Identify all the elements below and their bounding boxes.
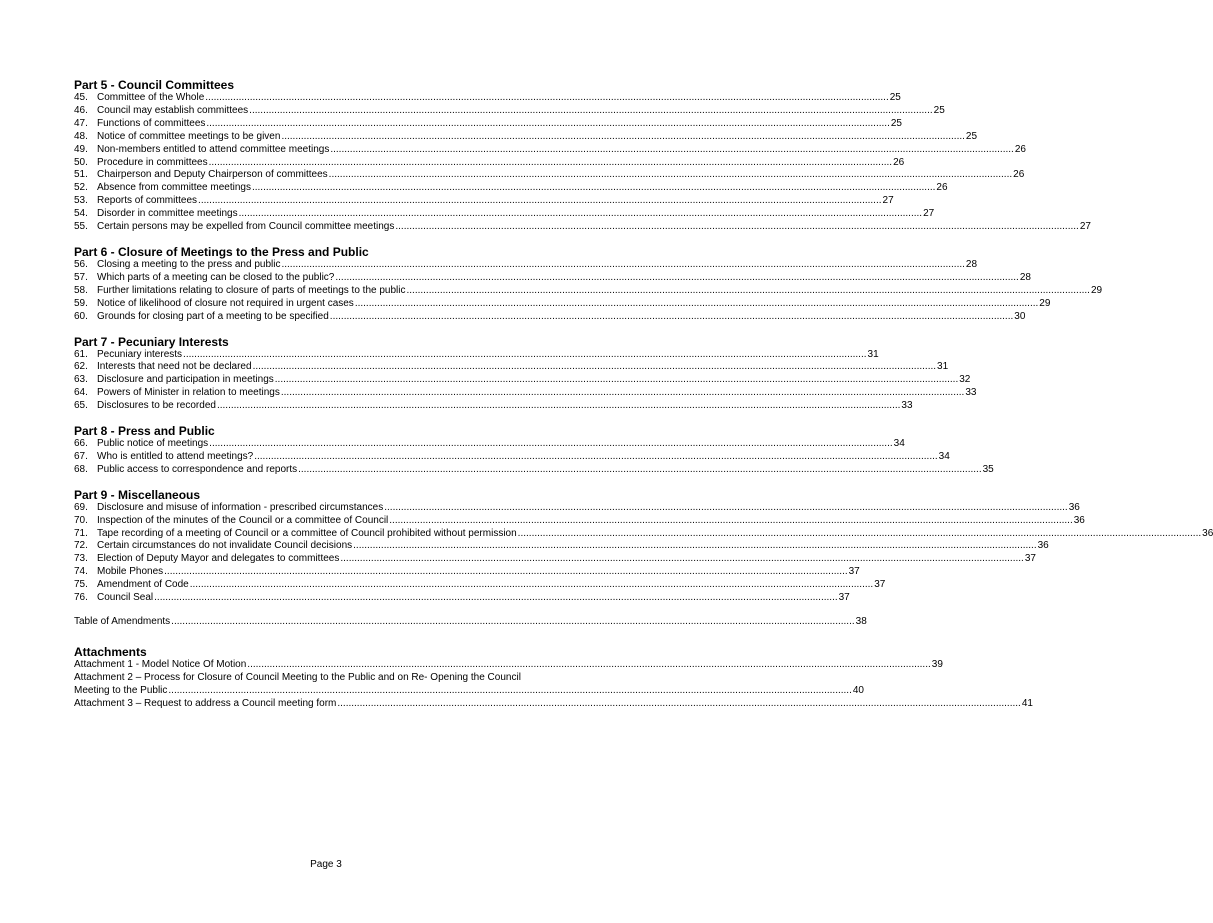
toc-entry-title: Functions of committees — [97, 117, 206, 129]
toc-entry-number: 74. — [74, 566, 88, 578]
toc-entry-title-line1: Attachment 2 – Process for Closure of Council Meeting to the Public and on Re- Opening the Council — [74, 671, 521, 683]
toc-entry-title: Certain circumstances do not invalidate Council decisions — [97, 540, 353, 552]
dot-leader — [239, 208, 922, 221]
toc-entry-title: Election of Deputy Mayor and delegates to committees — [97, 553, 340, 565]
toc-entry-table-of-amendments[interactable] — [74, 616, 867, 629]
toc-entry-title: Grounds for closing part of a meeting to be specified — [97, 310, 329, 322]
toc-entry-number: 69. — [74, 501, 88, 513]
toc-entry-page: 25 — [965, 130, 978, 142]
toc-entry[interactable] — [74, 374, 971, 387]
toc-entry-title: Notice of committee meetings to be given — [97, 130, 281, 142]
toc-entry[interactable] — [74, 579, 886, 592]
dot-leader — [206, 118, 889, 131]
toc-entry-page: 31 — [937, 361, 949, 373]
toc-entry[interactable] — [74, 540, 1049, 553]
toc-entry-number: 61. — [74, 348, 88, 360]
section-title: Part 7 - Pecuniary Interests — [74, 334, 229, 349]
dot-leader — [275, 374, 958, 387]
toc-entry[interactable] — [74, 387, 977, 400]
toc-entry-title: Non-members entitled to attend committee meetings — [97, 143, 330, 155]
toc-entry-page: 36 — [1068, 501, 1080, 513]
dot-leader — [171, 616, 854, 629]
toc-entry-title: Inspection of the minutes of the Council or a committee of Council — [97, 514, 389, 526]
toc-section — [74, 424, 994, 477]
toc-entry[interactable] — [74, 221, 1091, 234]
toc-entry-page: 33 — [901, 400, 913, 412]
dot-leader — [252, 182, 935, 195]
toc-entry-title: Disorder in committee meetings — [97, 208, 238, 220]
toc-entry-number: 49. — [74, 143, 88, 155]
dot-leader — [205, 92, 888, 105]
toc-entry-number: 65. — [74, 400, 88, 412]
dot-leader — [353, 540, 1036, 553]
dot-leader — [355, 298, 1038, 311]
toc-entry-page: 26 — [1014, 143, 1026, 155]
toc-entry[interactable] — [74, 566, 860, 579]
toc-entry-page: 39 — [931, 658, 943, 670]
toc-entry-page: 27 — [882, 195, 894, 207]
toc-entry-number: 63. — [74, 374, 88, 386]
toc-entry-title: Table of Amendments — [74, 616, 171, 627]
toc-entry-number: 48. — [74, 130, 88, 142]
toc-entry[interactable] — [74, 143, 1026, 157]
toc-entry-page: 34 — [938, 450, 950, 462]
toc-entry-number: 46. — [74, 104, 88, 116]
toc-entry-number: 59. — [74, 297, 88, 309]
toc-entry-title: Public notice of meetings — [97, 438, 209, 450]
toc-sections — [74, 78, 1213, 605]
toc-entry[interactable] — [74, 450, 950, 464]
toc-entry-number: 56. — [74, 258, 88, 270]
dot-leader — [389, 515, 1072, 528]
toc-entry-page: 34 — [893, 438, 905, 450]
toc-entry-number: 54. — [74, 208, 88, 220]
dot-leader — [330, 311, 1013, 324]
toc-entry[interactable] — [74, 310, 1026, 324]
dot-leader — [395, 221, 1078, 234]
section-title: Part 8 - Press and Public — [74, 424, 215, 439]
dot-leader — [183, 349, 866, 362]
dot-leader — [330, 144, 1013, 157]
toc-entry-number: 47. — [74, 117, 88, 129]
toc-entry-title-line2: Meeting to the Public — [74, 684, 168, 696]
dot-leader — [198, 195, 881, 208]
dot-leader — [518, 528, 1201, 541]
toc-entry-number: 62. — [74, 361, 88, 373]
toc-section — [74, 334, 977, 414]
toc-section — [74, 78, 1091, 234]
toc-entry-number: 64. — [74, 387, 88, 399]
dot-leader — [247, 659, 930, 672]
toc-entry-page: 41 — [1021, 697, 1033, 709]
toc-entry-attachment-1[interactable] — [74, 658, 943, 672]
toc-entry[interactable] — [74, 258, 978, 272]
toc-entry[interactable] — [74, 527, 1213, 541]
toc-entry-page: 27 — [923, 208, 935, 220]
toc-entry-title: Reports of committees — [97, 195, 198, 207]
toc-entry-page: 26 — [1013, 169, 1025, 181]
toc-entry-page: 26 — [893, 156, 905, 168]
toc-entry-title: Notice of likelihood of closure not required in urgent cases — [97, 297, 354, 309]
toc-entry-number: 58. — [74, 284, 88, 296]
toc-entry-title: Which parts of a meeting can be closed to the public? — [97, 271, 335, 283]
toc-entry-attachment-3[interactable] — [74, 697, 1033, 711]
dot-leader — [281, 131, 964, 144]
toc-entry-title: Council may establish committees — [97, 104, 249, 116]
toc-entry-page: 25 — [889, 92, 901, 103]
dot-leader — [209, 438, 892, 451]
toc-entry-number: 67. — [74, 450, 88, 462]
toc-entry-number: 57. — [74, 271, 88, 283]
toc-entry[interactable] — [74, 297, 1051, 311]
dot-leader — [281, 387, 964, 400]
attachments-section — [74, 644, 1033, 711]
toc-entry-title: Pecuniary interests — [97, 348, 183, 360]
toc-entry-number: 66. — [74, 438, 88, 450]
toc-entry-page: 29 — [1090, 284, 1103, 296]
dot-leader — [340, 553, 1023, 566]
section-title: Part 5 - Council Committees — [74, 78, 235, 92]
toc-entry-number: 45. — [74, 92, 88, 103]
toc-entry-page: 33 — [965, 387, 977, 399]
toc-entry-title: Who is entitled to attend meetings? — [97, 450, 254, 462]
toc-section — [74, 487, 1213, 605]
toc-entry[interactable] — [74, 348, 879, 362]
toc-entry-number: 53. — [74, 195, 88, 207]
toc-entry-page: 40 — [852, 684, 864, 696]
toc-entry-page: 35 — [982, 463, 994, 475]
toc-entry[interactable] — [74, 514, 1085, 528]
toc-entry-number: 68. — [74, 463, 88, 475]
toc-entry-page: 36 — [1037, 540, 1049, 552]
toc-entry-page: 28 — [1019, 271, 1031, 283]
toc-entry-title: Mobile Phones — [97, 566, 164, 578]
toc-entry-number: 52. — [74, 182, 88, 194]
toc-entry-title: Absence from committee meetings — [97, 182, 251, 194]
toc-entry[interactable] — [74, 195, 894, 208]
attachments-title: Attachments — [74, 644, 147, 659]
section-title: Part 9 - Miscellaneous — [74, 487, 201, 502]
toc-entry-title: Committee of the Whole — [97, 92, 205, 103]
toc-entry-page: 36 — [1202, 527, 1213, 539]
dot-leader — [190, 579, 873, 592]
toc-entry-attachment-2[interactable] — [74, 671, 864, 698]
toc-entry-page: 32 — [959, 374, 971, 386]
toc-entry-title: Powers of Minister in relation to meetings — [97, 387, 280, 399]
toc-entry-number: 73. — [74, 553, 88, 565]
toc-entry-page: 25 — [890, 117, 902, 129]
page-number: Page 3 — [310, 859, 342, 870]
toc-entry[interactable] — [74, 104, 945, 118]
toc-entry[interactable] — [74, 156, 905, 170]
toc-entry-title: Disclosure and misuse of information - prescribed circumstances — [97, 501, 384, 513]
toc-entry-number: 55. — [74, 221, 88, 233]
toc-entry[interactable] — [74, 182, 948, 195]
toc-entry[interactable] — [74, 400, 913, 413]
dot-leader — [209, 157, 892, 170]
toc-entry-number: 50. — [74, 156, 88, 168]
toc-entry-page: 37 — [848, 566, 860, 578]
dot-leader — [168, 685, 851, 698]
toc-entry-page: 27 — [1079, 221, 1091, 233]
toc-entry[interactable] — [74, 271, 1031, 285]
toc-entry[interactable] — [74, 463, 994, 477]
toc-entry-title: Tape recording of a meeting of Council or a committee of Council prohibited without permission — [97, 527, 517, 539]
toc-entry[interactable] — [74, 284, 1103, 298]
dot-leader — [281, 259, 964, 272]
dot-leader — [335, 272, 1018, 285]
toc-entry-title: Certain persons may be expelled from Council committee meetings — [97, 221, 395, 233]
toc-entry-title: Amendment of Code — [97, 579, 189, 591]
toc-entry-number: 72. — [74, 540, 88, 552]
toc-entry[interactable] — [74, 208, 935, 221]
toc-entry-title: Public access to correspondence and reports — [97, 463, 298, 475]
dot-leader — [337, 698, 1020, 711]
toc-entry[interactable] — [74, 361, 949, 374]
toc-entry[interactable] — [74, 553, 1036, 566]
toc-entry-title: Closing a meeting to the press and public — [97, 258, 281, 270]
toc-entry-page: 31 — [867, 348, 879, 360]
toc-entry[interactable] — [74, 501, 1080, 515]
toc-entry-number: 60. — [74, 310, 88, 322]
toc-entry-page: 25 — [933, 104, 945, 116]
dot-leader — [406, 285, 1089, 298]
dot-leader — [254, 451, 937, 464]
toc-entry-title: Procedure in committees — [97, 156, 208, 168]
dot-leader — [249, 105, 932, 118]
toc-section — [74, 244, 1103, 324]
toc-entry-title: Attachment 3 – Request to address a Council meeting form — [74, 697, 337, 709]
toc-entry-title: Interests that need not be declared — [97, 361, 252, 373]
toc-entry-title: Disclosures to be recorded — [97, 400, 216, 412]
dot-leader — [298, 464, 981, 477]
toc-entry-number: 76. — [74, 592, 88, 604]
table-of-contents — [74, 78, 1213, 722]
toc-entry-title: Attachment 1 - Model Notice Of Motion — [74, 658, 247, 670]
toc-entry-page: 37 — [874, 579, 886, 591]
toc-entry[interactable] — [74, 117, 902, 131]
toc-entry-title: Further limitations relating to closure of parts of meetings to the public — [97, 284, 406, 296]
section-title: Part 6 - Closure of Meetings to the Press and Public — [74, 244, 369, 259]
dot-leader — [384, 502, 1067, 515]
toc-entry[interactable] — [74, 92, 901, 105]
toc-entry-title: Disclosure and participation in meetings — [97, 374, 274, 386]
toc-entry-page: 30 — [1014, 310, 1026, 322]
toc-entry-title: Chairperson and Deputy Chairperson of committees — [97, 169, 328, 181]
toc-entry-number: 51. — [74, 169, 88, 181]
dot-leader — [217, 400, 900, 413]
toc-entry[interactable] — [74, 592, 850, 605]
dot-leader — [164, 566, 847, 579]
toc-entry[interactable] — [74, 130, 978, 144]
toc-entry-page: 26 — [936, 182, 948, 194]
dot-leader — [253, 361, 936, 374]
toc-entry-page: 37 — [1024, 553, 1036, 565]
dot-leader — [154, 592, 837, 605]
dot-leader — [329, 169, 1012, 182]
toc-entry[interactable] — [74, 438, 905, 451]
toc-entry-title: Council Seal — [97, 592, 154, 604]
toc-entry-number: 70. — [74, 514, 88, 526]
toc-entry-page: 37 — [838, 592, 850, 604]
toc-entry-number: 75. — [74, 579, 88, 591]
toc-entry-page: 38 — [855, 616, 867, 627]
toc-entry-page: 28 — [965, 258, 978, 270]
toc-entry-page: 29 — [1039, 297, 1051, 309]
toc-entry-page: 36 — [1073, 514, 1085, 526]
toc-entry[interactable] — [74, 169, 1025, 182]
toc-entry-number: 71. — [74, 527, 88, 539]
